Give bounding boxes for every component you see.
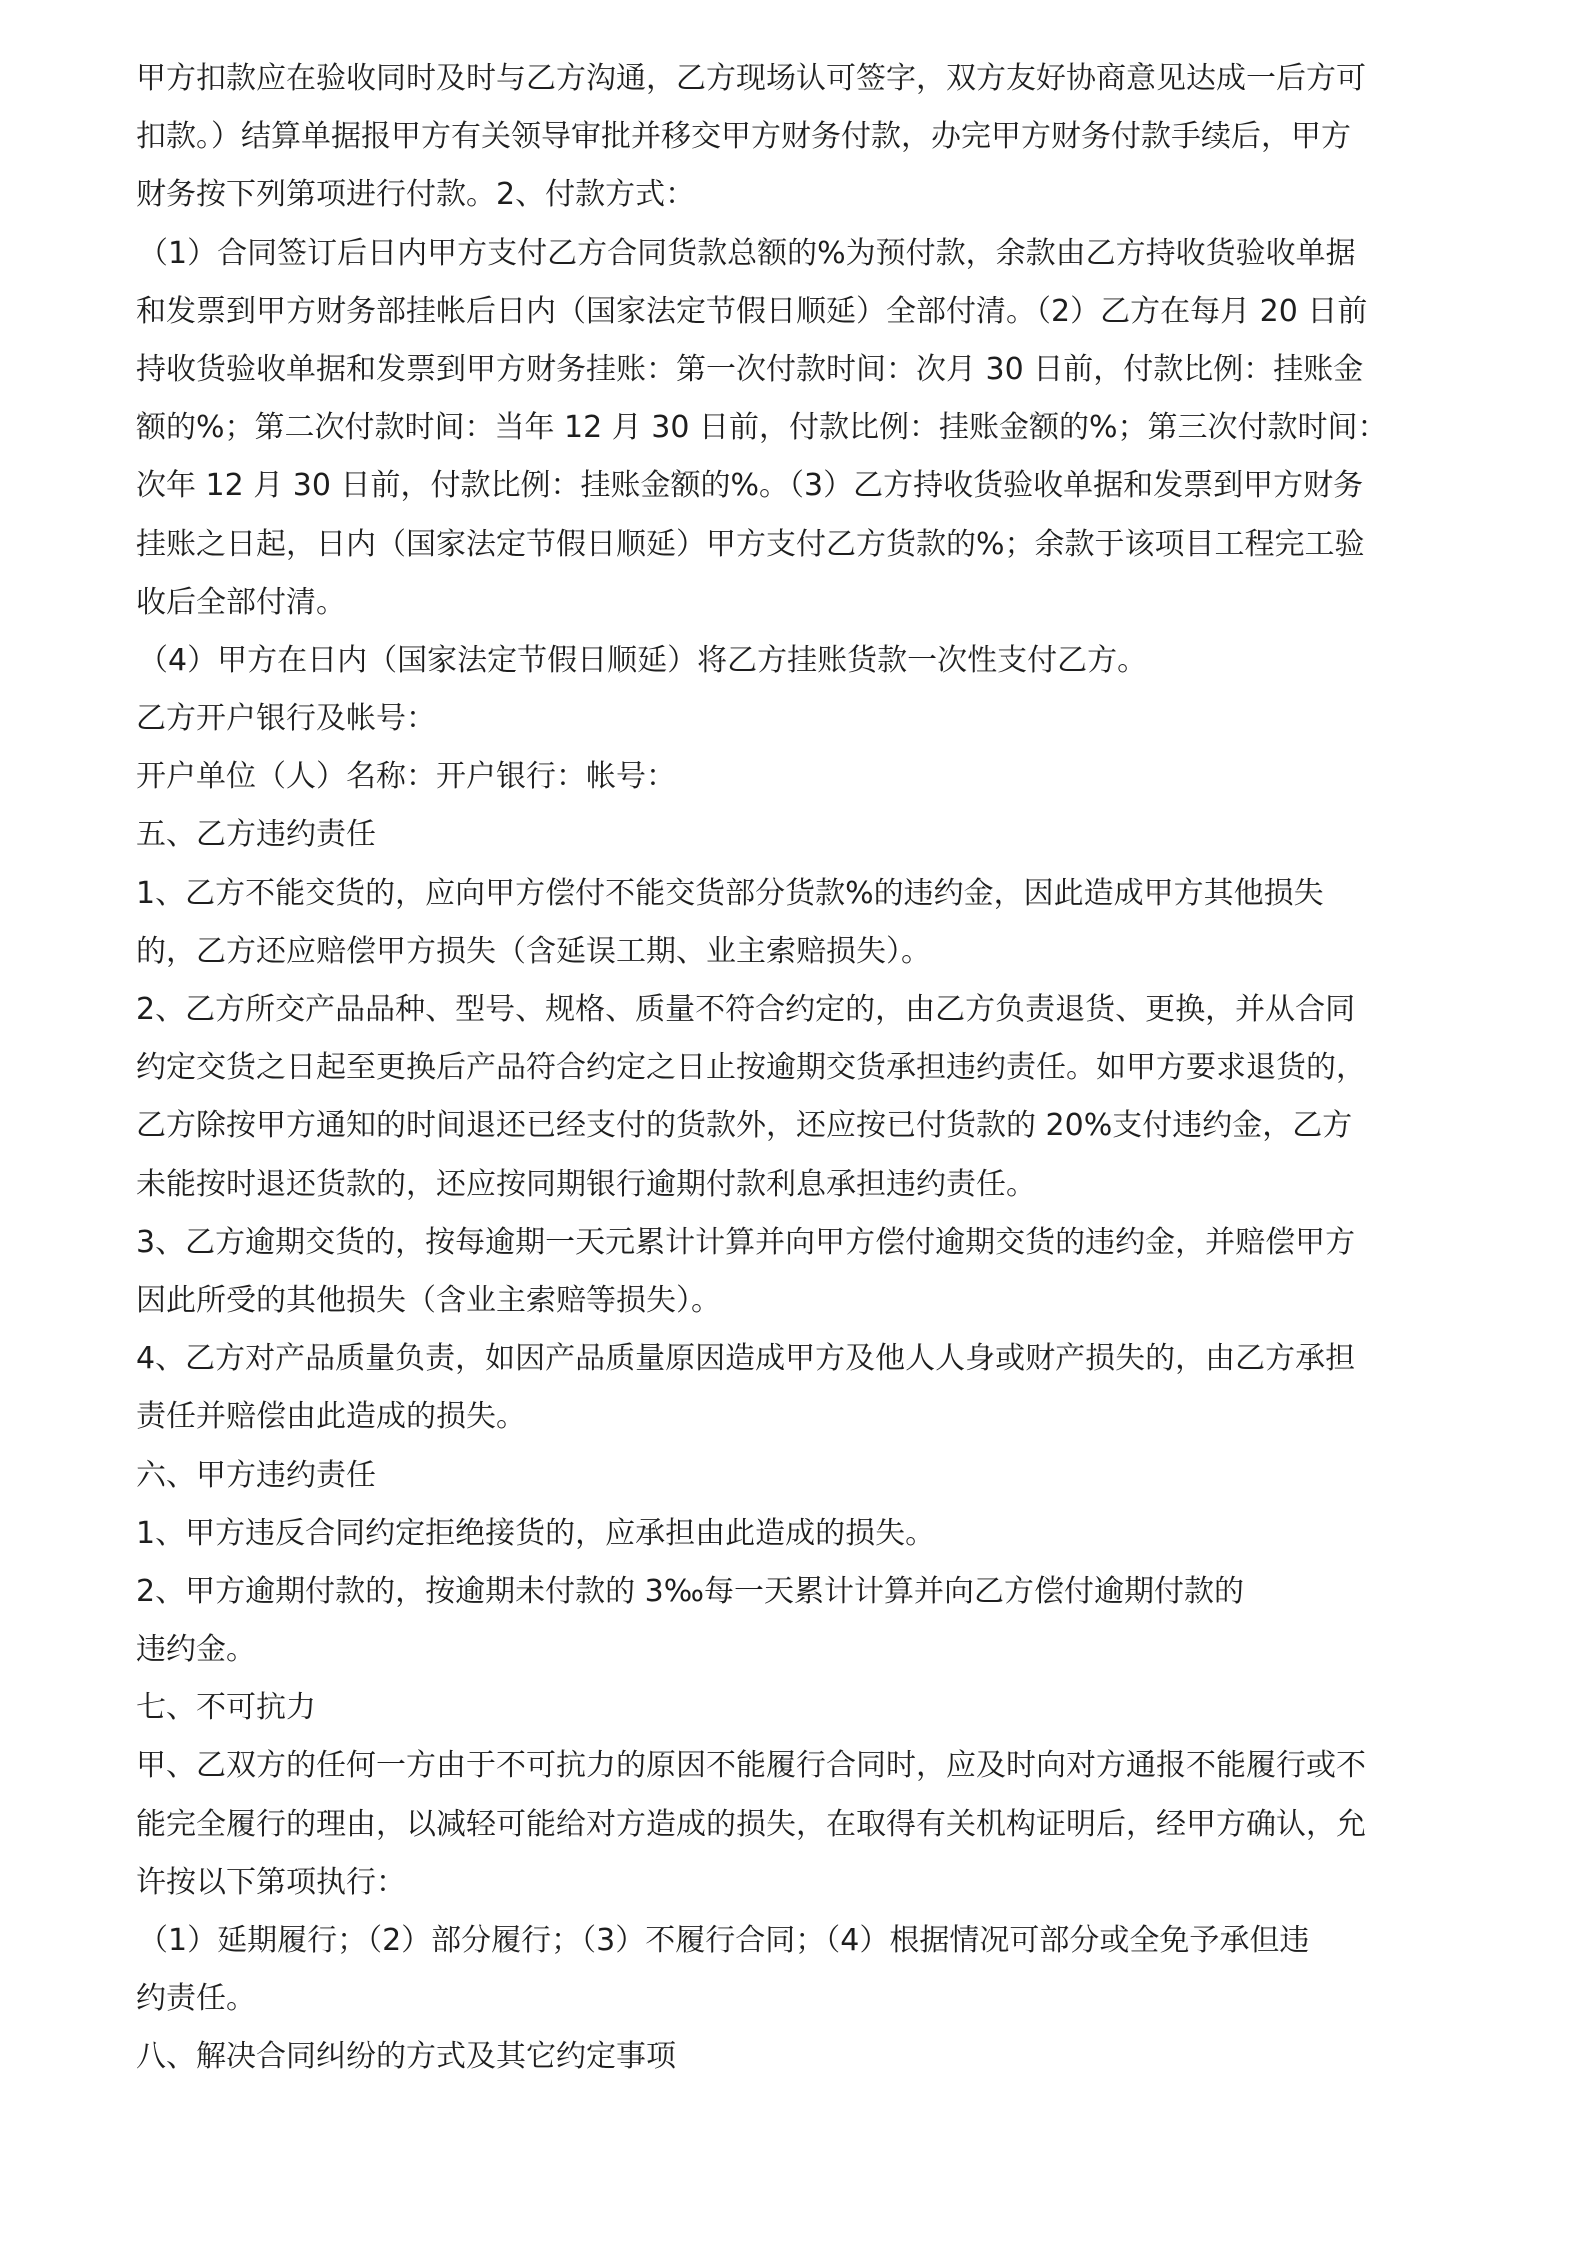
text-line: 甲、乙双方的任何一方由于不可抗力的原因不能履行合同时，应及时向对方通报不能履行或不: [136, 1748, 1366, 1784]
text-line: 因此所受的其他损失（含业主索赔等损失）。: [136, 1282, 721, 1318]
section-heading: 六、甲方违约责任: [136, 1457, 376, 1493]
text-line: 3、乙方逾期交货的，按每逾期一天元累计计算并向甲方偿付逾期交货的违约金，并赔偿甲方: [136, 1224, 1356, 1260]
section-heading: 五、乙方违约责任: [136, 817, 376, 853]
text-line: 挂账之日起，日内（国家法定节假日顺延）甲方支付乙方货款的%；余款于该项目工程完工验: [136, 526, 1365, 562]
text-line: 扣款。）结算单据报甲方有关领导审批并移交甲方财务付款，办完甲方财务付款手续后，甲方: [136, 119, 1351, 155]
text-line: 未能按时退还货款的，还应按同期银行逾期付款利息承担违约责任。: [136, 1166, 1036, 1202]
text-line: 许按以下第项执行：: [136, 1864, 406, 1900]
text-line: 甲方扣款应在验收同时及时与乙方沟通，乙方现场认可签字，双方友好协商意见达成一后方可: [136, 61, 1366, 96]
text-line: 1、乙方不能交货的，应向甲方偿付不能交货部分货款%的违约金，因此造成甲方其他损失: [136, 875, 1324, 911]
text-line: 的，乙方还应赔偿甲方损失（含延误工期、业主索赔损失）。: [136, 933, 931, 969]
section-heading: 七、不可抗力: [136, 1690, 316, 1726]
text-line: 和发票到甲方财务部挂帐后日内（国家法定节假日顺延）全部付清。（2）乙方在每月 20 日前: [136, 293, 1368, 329]
text-line: 约责任。: [136, 1981, 256, 2017]
text-line: （1）合同签订后日内甲方支付乙方合同货款总额的%为预付款，余款由乙方持收货验收单据: [138, 235, 1356, 271]
text-line: 财务按下列第项进行付款。2、付款方式：: [136, 177, 696, 213]
document-body: [136, 50, 1466, 2087]
text-line: 违约金。: [136, 1632, 256, 1668]
text-line: 能完全履行的理由，以减轻可能给对方造成的损失，在取得有关机构证明后，经甲方确认，允: [136, 1806, 1366, 1842]
text-line: 收后全部付清。: [136, 584, 346, 620]
text-line: 乙方开户银行及帐号：: [136, 701, 436, 737]
text-line: （1）延期履行；（2）部分履行；（3）不履行合同；（4）根据情况可部分或全免予承但违: [138, 1923, 1310, 1958]
text-line: 开户单位（人）名称：开户银行：帐号：: [136, 759, 676, 795]
section-heading: 八、解决合同纠纷的方式及其它约定事项: [136, 2039, 676, 2075]
text-line: （4）甲方在日内（国家法定节假日顺延）将乙方挂账货款一次性支付乙方。: [138, 642, 1148, 678]
text-line: 约定交货之日起至更换后产品符合约定之日止按逾期交货承担违约责任。如甲方要求退货的，: [136, 1050, 1366, 1086]
text-line: 4、乙方对产品质量负责，如因产品质量原因造成甲方及他人人身或财产损失的，由乙方承担: [136, 1341, 1356, 1377]
text-line: 额的%；第二次付款时间：当年 12 月 30 日前，付款比例：挂账金额的%；第三次付款时间：: [136, 410, 1388, 446]
text-line: 责任并赔偿由此造成的损失。: [136, 1399, 526, 1435]
text-line: 乙方除按甲方通知的时间退还已经支付的货款外，还应按已付货款的 20%支付违约金，乙方: [136, 1108, 1353, 1144]
text-line: 次年 12 月 30 日前，付款比例：挂账金额的%。（3）乙方持收货验收单据和发票到甲方财务: [136, 468, 1364, 504]
text-line: 1、甲方违反合同约定拒绝接货的，应承担由此造成的损失。: [136, 1515, 936, 1551]
text-line: 2、乙方所交产品品种、型号、规格、质量不符合约定的，由乙方负责退货、更换，并从合同: [136, 992, 1356, 1027]
text-line: 2、甲方逾期付款的，按逾期未付款的 3‰每一天累计计算并向乙方偿付逾期付款的: [136, 1573, 1244, 1609]
text-line: 持收货验收单据和发票到甲方财务挂账：第一次付款时间：次月 30 日前，付款比例：挂账金: [136, 351, 1364, 387]
